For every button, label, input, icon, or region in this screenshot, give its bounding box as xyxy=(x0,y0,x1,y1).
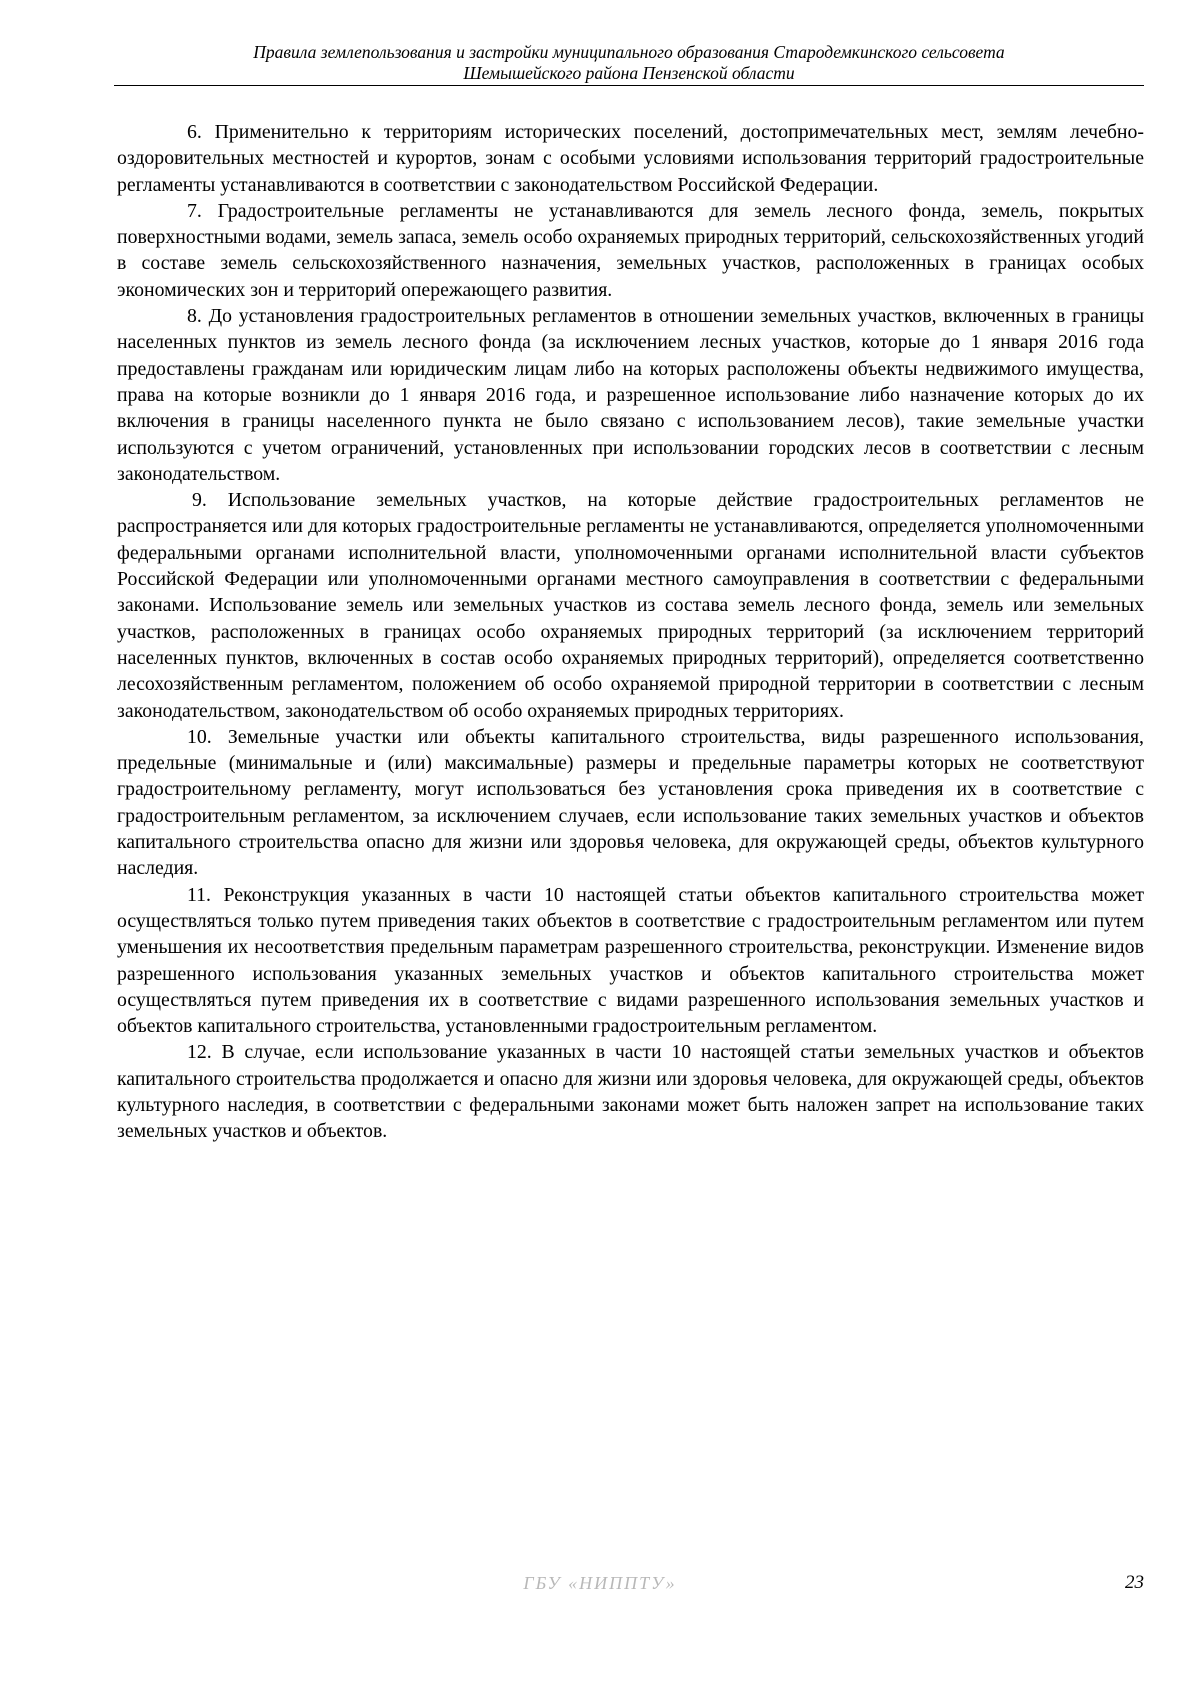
paragraph-7: 7. Градостроительные регламенты не устанавливаются для земель лесного фонда, земель, покрытых поверхностными водами, земель запаса, земель особо охраняемых природных территорий, сельскохозяйственных угодий в составе земель сельскохозяйственного назначения, земельных участков, расположенных в границах особых экономических зон и территорий опережающего развития. xyxy=(117,199,1144,301)
paragraph-12: 12. В случае, если использование указанных в части 10 настоящей статьи земельных участков и объектов капитального строительства продолжается и опасно для жизни или здоровья человека, для окружающей среды, объектов культурного наследия, в соответствии с федеральными законами может быть наложен запрет на использование таких земельных участков и объектов. xyxy=(117,1041,1144,1143)
running-header-line-1: Правила землепользования и застройки муниципального образования Стародемкинского сельсовета xyxy=(253,42,1005,62)
document-body xyxy=(117,119,1144,1145)
page-number: 23 xyxy=(1125,1572,1144,1593)
paragraph-9: 9. Использование земельных участков, на которые действие градостроительных регламентов не распространяется или для которых градостроительные регламенты не устанавливаются, определяется уполномоченными федеральными органами исполнительной власти, уполномоченными органами исполнительной власти субъектов Российской Федерации или уполномоченными органами местного самоуправления в соответствии с федеральными законами. Использование земель или земельных участков из состава земель лесного фонда, земель или земельных участков, расположенных в границах особо охраняемых природных территорий (за исключением территорий населенных пунктов, включенных в состав особо охраняемых природных территорий), определяется соответственно лесохозяйственным регламентом, положением об особо охраняемой природной территории в соответствии с лесным законодательством, законодательством об особо охраняемых природных территориях. xyxy=(117,489,1144,722)
paragraph-10: 10. Земельные участки или объекты капитального строительства, виды разрешенного использования, предельные (минимальные и (или) максимальные) размеры и предельные параметры которых не соответствуют градостроительному регламенту, могут использоваться без установления срока приведения их в соответствие с градостроительным регламентом, за исключением случаев, если использование таких земельных участков и объектов капитального строительства опасно для жизни или здоровья человека, для окружающей среды, объектов культурного наследия. xyxy=(117,725,1144,880)
running-header xyxy=(114,42,1144,86)
running-header-line-2: Шемышейского района Пензенской области xyxy=(463,63,795,83)
paragraph-8: 8. До установления градостроительных регламентов в отношении земельных участков, включенных в границы населенных пунктов из земель лесного фонда (за исключением лесных участков, которые до 1 января 2016 года предоставлены гражданам или юридическим лицам либо на которых расположены объекты недвижимого имущества, права на которые возникли до 1 января 2016 года, и разрешенное использование либо назначение которых до их включения в границы населенного пункта не было связано с использованием лесов), такие земельные участки используются с учетом ограничений, установленных при использовании городских лесов в соответствии с лесным законодательством. xyxy=(117,305,1144,485)
footer-organization: ГБУ «НИППТУ» xyxy=(523,1573,677,1593)
paragraph-11: 11. Реконструкция указанных в части 10 настоящей статьи объектов капитального строительства может осуществляться только путем приведения таких объектов в соответствие с градостроительным регламентом или путем уменьшения их несоответствия предельным параметрам разрешенного строительства, реконструкции. Изменение видов разрешенного использования указанных земельных участков и объектов капитального строительства может осуществляться путем приведения их в соответствие с видами разрешенного использования земельных участков и объектов капитального строительства, установленными градостроительным регламентом. xyxy=(117,883,1144,1038)
paragraph-6: 6. Применительно к территориям исторических поселений, достопримечательных мест, землям лечебно-оздоровительных местностей и курортов, зонам с особыми условиями использования территорий градостроительные регламенты устанавливаются в соответствии с законодательством Российской Федерации. xyxy=(117,121,1144,196)
